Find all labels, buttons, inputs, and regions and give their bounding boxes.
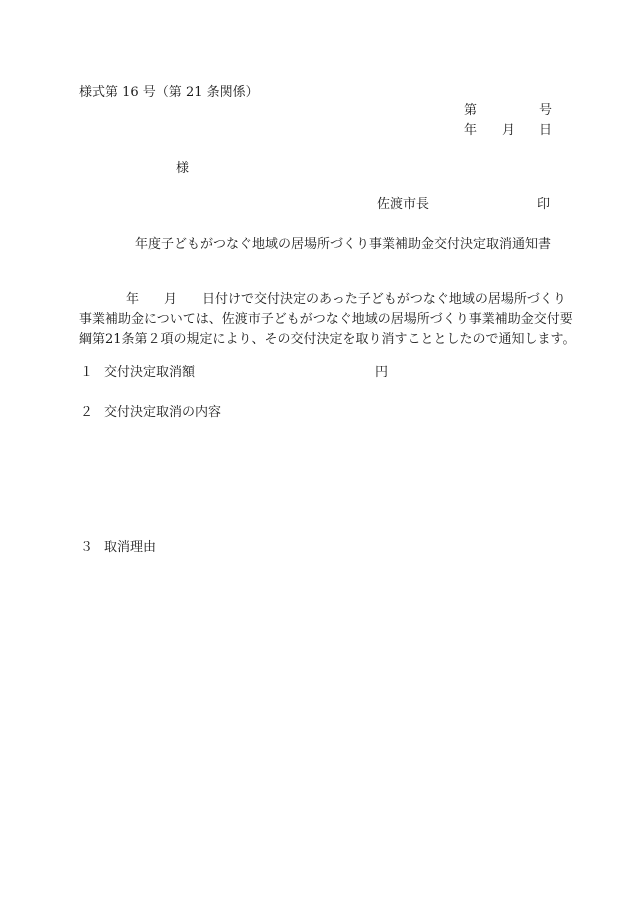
item-cancellation-reason	[80, 541, 156, 554]
body-month-label: 月	[164, 292, 178, 307]
body-line-3: 綱第21条第２項の規定により、その交付決定を取り消すこととしたので通知します。	[79, 332, 576, 347]
item-cancellation-content	[80, 406, 221, 419]
amount-unit: 円	[375, 365, 389, 380]
date-month-label: 月	[502, 123, 516, 138]
item-cancellation-amount	[80, 366, 195, 379]
document-number-prefix: 第	[464, 103, 478, 118]
issuer-name: 佐渡市長	[377, 197, 430, 212]
document-title: 年度子どもがつなぐ地域の居場所づくり事業補助金交付決定取消通知書	[135, 237, 552, 252]
body-line-2: 事業補助金については、佐渡市子どもがつなぐ地域の居場所づくり事業補助金交付要	[79, 312, 573, 327]
item-label: 取消理由	[104, 540, 157, 555]
form-number: 様式第 16 号（第 21 条関係）	[79, 85, 259, 100]
item-label: 交付決定取消の内容	[104, 405, 222, 420]
body-year-label: 年	[126, 292, 140, 307]
document-number-suffix: 号	[539, 103, 553, 118]
item-label: 交付決定取消額	[104, 365, 196, 380]
date-day-label: 日	[539, 123, 553, 138]
item-number: ３	[80, 540, 94, 555]
seal-mark: 印	[537, 197, 551, 212]
item-number: １	[80, 365, 94, 380]
body-line-1-text: 日付けで交付決定のあった子どもがつなぐ地域の居場所づくり	[202, 292, 566, 307]
date-year-label: 年	[464, 123, 478, 138]
body-line-1	[79, 290, 566, 310]
body-paragraph	[79, 290, 576, 350]
item-number: ２	[80, 405, 94, 420]
addressee-suffix: 様	[176, 161, 190, 176]
